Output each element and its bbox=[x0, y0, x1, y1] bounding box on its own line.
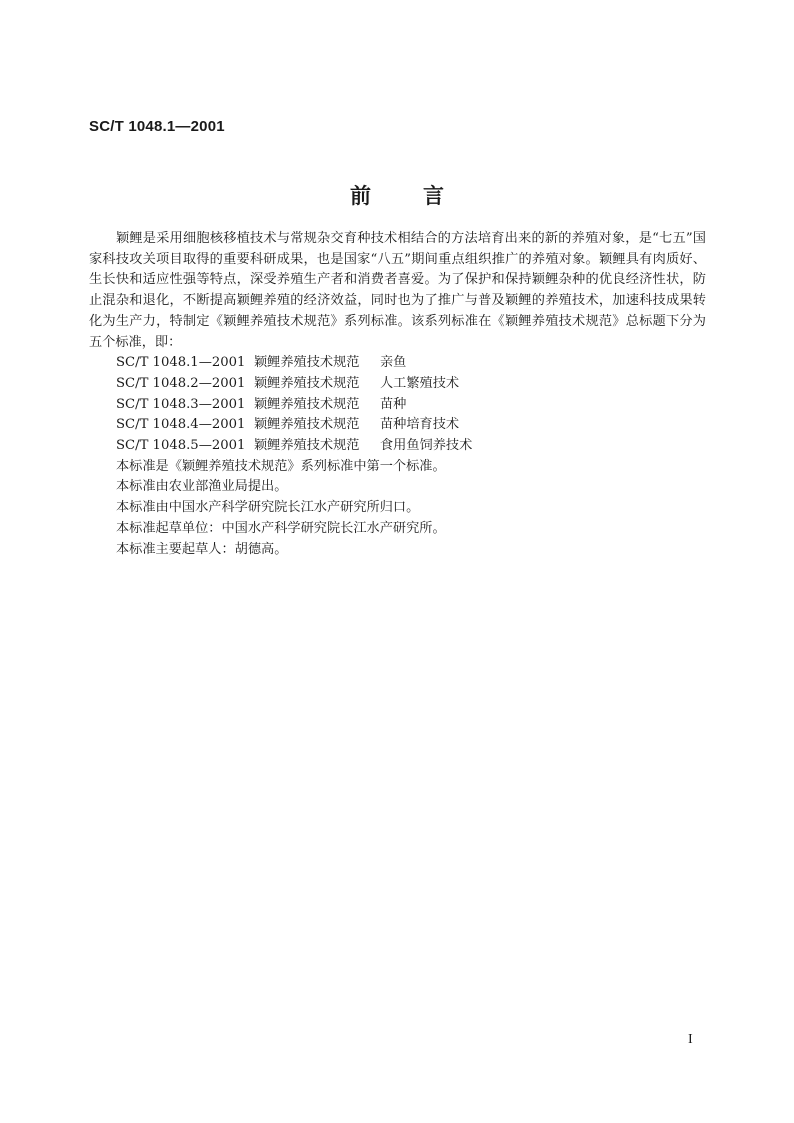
standard-item bbox=[89, 415, 706, 436]
standard-name: 颖鲤养殖技术规范 bbox=[254, 438, 360, 454]
standard-part: 食用鱼饲养技术 bbox=[380, 438, 473, 454]
standard-code: SC/T 1048.5—2001 bbox=[116, 438, 246, 454]
standard-code: SC/T 1048.4—2001 bbox=[116, 417, 246, 433]
note-line: 本标准主要起草人：胡德高。 bbox=[116, 541, 288, 557]
standard-item bbox=[89, 436, 706, 457]
standard-code-header: SC/T 1048.1—2001 bbox=[89, 118, 225, 135]
standard-name: 颖鲤养殖技术规范 bbox=[254, 396, 360, 412]
standard-code: SC/T 1048.3—2001 bbox=[116, 396, 246, 412]
standard-name: 颖鲤养殖技术规范 bbox=[254, 375, 360, 391]
standard-part: 亲鱼 bbox=[380, 355, 407, 371]
standard-part: 苗种培育技术 bbox=[380, 417, 460, 433]
standard-part: 苗种 bbox=[380, 396, 407, 412]
page-title: 前言 bbox=[350, 184, 496, 208]
standard-name: 颖鲤养殖技术规范 bbox=[254, 355, 360, 371]
standard-code: SC/T 1048.2—2001 bbox=[116, 375, 246, 391]
note-line: 本标准由农业部渔业局提出。 bbox=[116, 479, 288, 495]
standards-list bbox=[89, 353, 706, 457]
page-number: I bbox=[688, 1032, 693, 1047]
note-line: 本标准起草单位：中国水产科学研究院长江水产研究所。 bbox=[116, 520, 446, 536]
intro-paragraph: 颖鲤是采用细胞核移植技术与常规杂交育种技术相结合的方法培育出来的新的养殖对象，是“七五”国家科技攻关项目取得的重要科研成果，也是国家“八五”期间重点组织推广的养殖对象。颖鲤具有肉质好、生长快和适应性强等特点，深受养殖生产者和消费者喜爱。为了保护和保持颖鲤杂种的优良经济性状，防止混杂和退化，不断提高颖鲤养殖的经济效益，同时也为了推广与普及颖鲤的养殖技术，加速科技成果转化为生产力，特制定《颖鲤养殖技术规范》系列标准。该系列标准在《颖鲤养殖技术规范》总标题下分为五个标准，即： bbox=[89, 231, 706, 350]
standard-item bbox=[89, 353, 706, 374]
foreword-body bbox=[89, 229, 706, 560]
note-line: 本标准是《颖鲤养殖技术规范》系列标准中第一个标准。 bbox=[116, 458, 446, 474]
standard-item bbox=[89, 374, 706, 395]
note-line: 本标准由中国水产科学研究院长江水产研究所归口。 bbox=[116, 500, 420, 516]
standard-code: SC/T 1048.1—2001 bbox=[116, 355, 246, 371]
standard-part: 人工繁殖技术 bbox=[380, 375, 460, 391]
standard-name: 颖鲤养殖技术规范 bbox=[254, 417, 360, 433]
standard-item bbox=[89, 395, 706, 416]
